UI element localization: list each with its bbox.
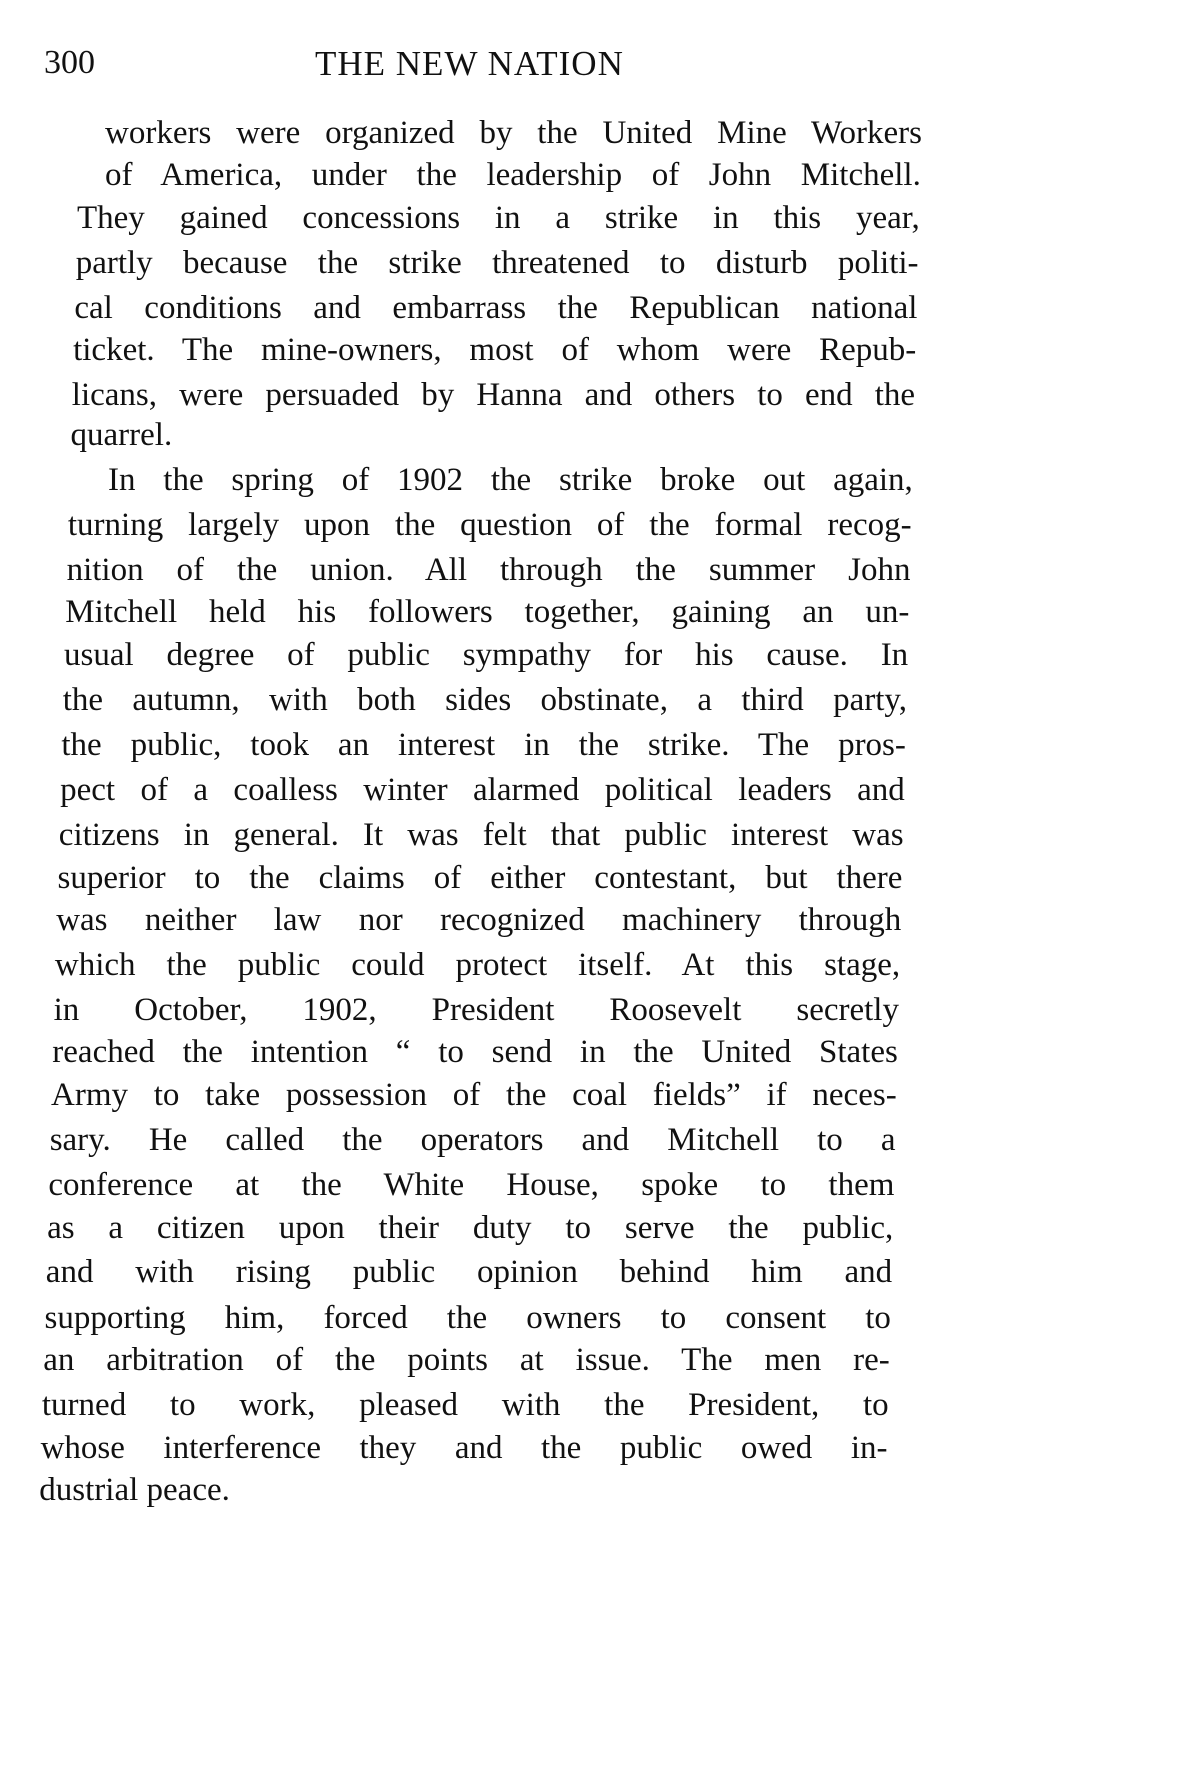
- text-line: the public, took an interest in the strike. The pros-: [61, 727, 906, 763]
- text-line: turning largely upon the question of the formal recog-: [67, 507, 912, 543]
- text-line: turned to work, pleased with the President, to: [41, 1387, 889, 1423]
- text-line: the autumn, with both sides obstinate, a third party,: [62, 682, 908, 718]
- text-line: sary. He called the operators and Mitchell to a: [49, 1122, 896, 1158]
- text-line: of America, under the leadership of John Mitchell.: [105, 157, 921, 193]
- text-line: and with rising public opinion behind him and: [45, 1254, 893, 1290]
- text-line: pect of a coalless winter alarmed political leaders and: [60, 772, 905, 808]
- text-line: licans, were persuaded by Hanna and others to end the: [71, 377, 916, 413]
- text-line: Mitchell held his followers together, gaining an un-: [65, 594, 910, 630]
- text-line: whose interference they and the public owed in-: [40, 1430, 888, 1466]
- text-line: superior to the claims of either contestant, but there: [57, 860, 903, 896]
- text-line: which the public could protect itself. At this stage,: [54, 947, 901, 983]
- text-line: Army to take possession of the coal fields” if neces-: [51, 1077, 897, 1113]
- text-line: nition of the union. All through the summer John: [66, 552, 911, 588]
- text-line: In the spring of 1902 the strike broke out again,: [108, 462, 913, 498]
- running-title: THE NEW NATION: [315, 44, 624, 83]
- text-line: ticket. The mine-owners, most of whom were Repub-: [73, 332, 917, 368]
- text-line: in October, 1902, President Roosevelt secretly: [53, 992, 899, 1028]
- text-line: They gained concessions in a strike in this year,: [77, 200, 920, 236]
- text-line: workers were organized by the United Mine Workers: [105, 115, 922, 151]
- text-line: was neither law nor recognized machinery through: [56, 902, 902, 938]
- text-line: partly because the strike threatened to disturb politi-: [75, 245, 919, 281]
- text-line: quarrel.: [70, 417, 173, 453]
- text-line: supporting him, forced the owners to consent to: [44, 1300, 891, 1336]
- text-line: reached the intention “ to send in the United States: [52, 1034, 898, 1070]
- text-line: cal conditions and embarrass the Republican national: [74, 290, 918, 326]
- text-line: dustrial peace.: [39, 1472, 230, 1508]
- text-line: an arbitration of the points at issue. The men re-: [43, 1342, 890, 1378]
- text-line: usual degree of public sympathy for his cause. In: [64, 637, 909, 673]
- page-number: 300: [44, 44, 95, 81]
- text-line: conference at the White House, spoke to them: [48, 1167, 895, 1203]
- text-line: as a citizen upon their duty to serve the public,: [47, 1210, 894, 1246]
- text-line: citizens in general. It was felt that public interest was: [58, 817, 904, 853]
